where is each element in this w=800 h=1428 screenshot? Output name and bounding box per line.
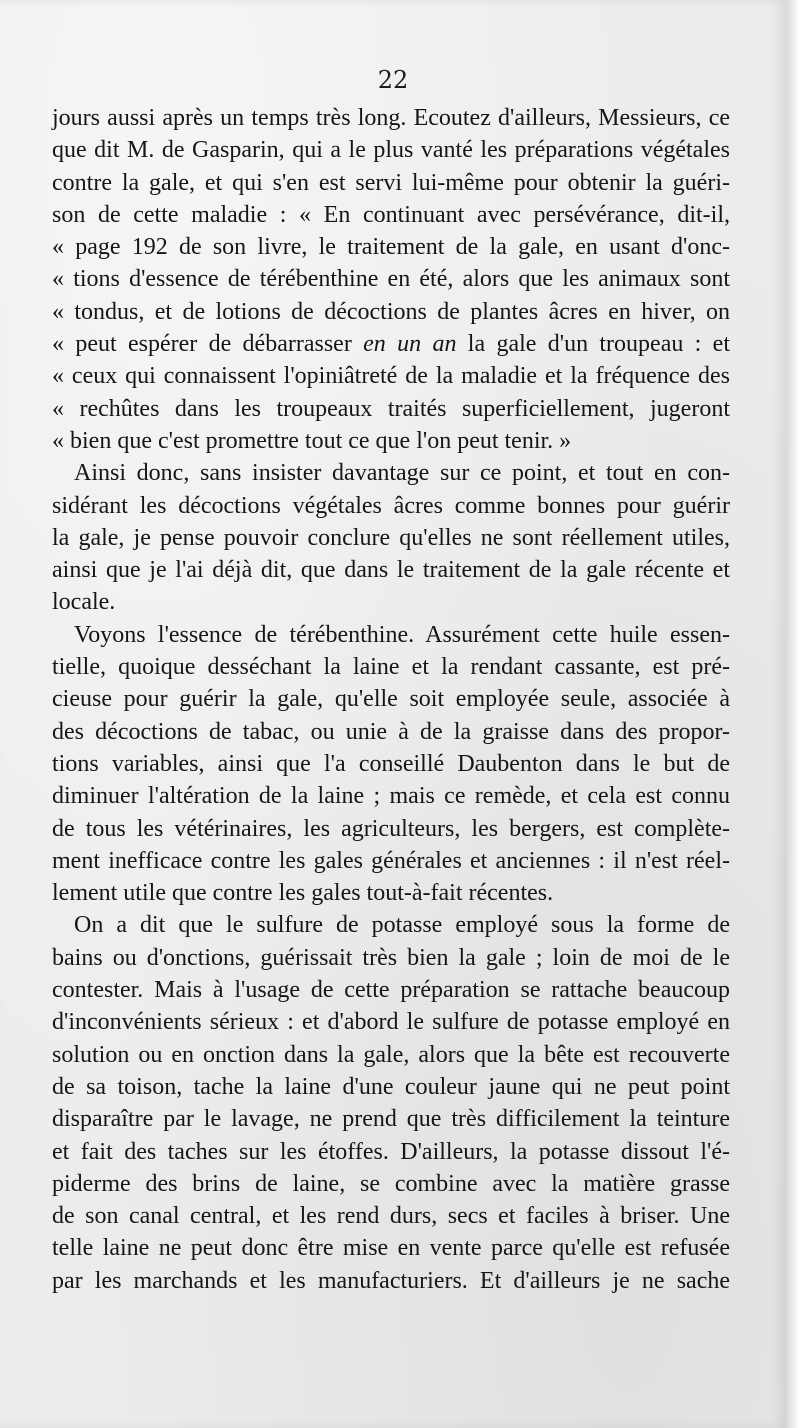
text-line: [52, 328, 730, 360]
text-line: tions variables, ainsi que l'a conseillé Daubenton dans le but de: [52, 750, 730, 777]
text-line: de son canal central, et les rend durs, secs et faciles à briser. Une: [52, 1203, 730, 1230]
text-line: et fait des taches sur les étoffes. D'ailleurs, la potasse dissout l'é-: [52, 1138, 730, 1165]
page-edge: [786, 0, 800, 1428]
text-line: de sa toison, tache la laine d'une couleur jaune qui ne peut point: [52, 1073, 730, 1100]
text-line: Voyons l'essence de térébenthine. Assurément cette huile essen-: [74, 621, 730, 648]
text-line: par les marchands et les manufacturiers. Et d'ailleurs je ne sache: [52, 1267, 730, 1294]
text-line: son de cette maladie : « En continuant avec persévérance, dit-il,: [52, 201, 730, 228]
text-line: diminuer l'altération de la laine ; mais ce remède, et cela est connu: [52, 783, 730, 810]
text-line: sidérant les décoctions végétales âcres comme bonnes pour guérir: [52, 492, 730, 519]
page-number: 22: [377, 66, 409, 94]
text-line: d'inconvénients sérieux : et d'abord le sulfure de potasse employé en: [52, 1009, 730, 1036]
text-line: telle laine ne peut donc être mise en vente parce qu'elle est refusée: [52, 1235, 730, 1262]
text-line: « tions d'essence de térébenthine en été, alors que les animaux sont: [52, 266, 730, 293]
body-text: [52, 102, 730, 1297]
text-line: de tous les vétérinaires, les agriculteurs, les bergers, est complète-: [52, 815, 730, 842]
text-line: que dit M. de Gasparin, qui a le plus vanté les préparations végétales: [52, 137, 730, 164]
text-line: « rechûtes dans les troupeaux traités superficiellement, jugeront: [52, 395, 730, 422]
italic-phrase: en un an: [363, 331, 457, 358]
text-line: des décoctions de tabac, ou unie à de la graisse dans des propor-: [52, 718, 730, 745]
text-line: disparaître par le lavage, ne prend que très difficilement la teinture: [52, 1106, 730, 1133]
text-line: ainsi que je l'ai déjà dit, que dans le traitement de la gale récente et: [52, 557, 730, 584]
text-line: bains ou d'onctions, guérissait très bien la gale ; loin de moi de le: [52, 944, 730, 971]
text-line: contre la gale, et qui s'en est servi lui-même pour obtenir la guéri-: [52, 169, 730, 196]
text-line: piderme des brins de laine, se combine avec la matière grasse: [52, 1170, 730, 1197]
text-line: jours aussi après un temps très long. Ecoutez d'ailleurs, Messieurs, ce: [52, 105, 730, 131]
text-line: « ceux qui connaissent l'opiniâtreté de la maladie et la fréquence des: [52, 363, 730, 390]
text-line: « page 192 de son livre, le traitement de la gale, en usant d'onc-: [52, 234, 730, 261]
text-line: ment inefficace contre les gales générales et anciennes : il n'est réel-: [52, 847, 730, 874]
text-line: « bien que c'est promettre tout ce que l'on peut tenir. »: [52, 427, 572, 454]
text-line: cieuse pour guérir la gale, qu'elle soit employée seule, associée à: [52, 686, 730, 713]
text-line: Ainsi donc, sans insister davantage sur ce point, et tout en con-: [74, 460, 730, 487]
text-line: lement utile que contre les gales tout-à-fait récentes.: [52, 880, 554, 907]
text-line: On a dit que le sulfure de potasse employé sous la forme de: [74, 912, 730, 939]
text-line: « tondus, et de lotions de décoctions de plantes âcres en hiver, on: [52, 298, 730, 325]
text-segment: « peut espérer de débarrasser: [52, 331, 364, 358]
text-line: locale.: [52, 589, 116, 616]
text-line: contester. Mais à l'usage de cette préparation se rattache beaucoup: [52, 977, 730, 1004]
text-segment: la gale d'un troupeau : et: [456, 331, 730, 358]
text-line: la gale, je pense pouvoir conclure qu'elles ne sont réellement utiles,: [52, 524, 730, 551]
text-line: tielle, quoique desséchant la laine et la rendant cassante, est pré-: [52, 654, 730, 681]
text-line: solution ou en onction dans la gale, alors que la bête est recouverte: [52, 1041, 730, 1068]
